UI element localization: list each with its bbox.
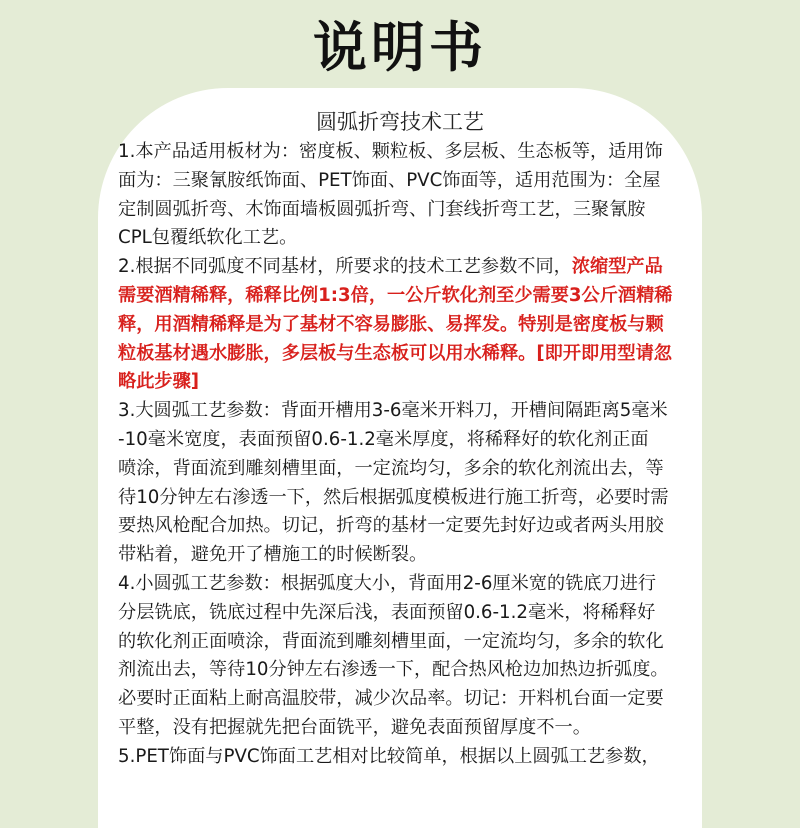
section2-highlight-line: 略此步骤] xyxy=(118,371,200,393)
section4-line: 4.小圆弧工艺参数：根据弧度大小，背面用2-6厘米宽的铣底刀进行 xyxy=(118,572,657,594)
section4-line: 分层铣底，铣底过程中先深后浅，表面预留0.6-1.2毫米，将稀释好 xyxy=(118,601,656,623)
section3-line: 带粘着，避免开了槽施工的时候断裂。 xyxy=(118,544,428,566)
subtitle: 圆弧折弯技术工艺 xyxy=(316,110,484,134)
instruction-body xyxy=(118,138,688,772)
section2-highlight-line: 释，用酒精稀释是为了基材不容易膨胀、易挥发。特别是密度板与颗 xyxy=(118,313,664,335)
section1-line: 1.本产品适用板材为：密度板、颗粒板、多层板、生态板等，适用饰 xyxy=(118,141,663,162)
section3-line: -10毫米宽度，表面预留0.6-1.2毫米厚度，将稀释好的软化剂正面 xyxy=(118,428,649,450)
section3-line: 待10分钟左右渗透一下，然后根据弧度模板进行施工折弯，必要时需 xyxy=(118,486,669,508)
section4-line: 的软化剂正面喷涂，背面流到雕刻槽里面，一定流均匀，多余的软化 xyxy=(118,630,664,652)
section2-highlight-text: 浓缩型产品 xyxy=(571,256,663,278)
section2-line xyxy=(118,253,688,282)
section3-line: 3.大圆弧工艺参数：背面开槽用3-6毫米开料刀，开槽间隔距离5毫米 xyxy=(118,400,668,422)
section1-line: 面为：三聚氰胺纸饰面、PET饰面、PVC饰面等，适用范围为：全屋 xyxy=(118,169,661,191)
section5-line: 5.PET饰面与PVC饰面工艺相对比较简单，根据以上圆弧工艺参数， xyxy=(118,745,660,767)
section4-line: 必要时正面粘上耐高温胶带，减少次品率。切记：开料机台面一定要 xyxy=(118,688,664,710)
section2-normal-text: 2.根据不同弧度不同基材，所要求的技术工艺参数不同， xyxy=(118,256,572,278)
section3-line: 要热风枪配合加热。切记，折弯的基材一定要先封好边或者两头用胶 xyxy=(118,515,664,537)
section2-highlight-line: 需要酒精稀释，稀释比例1:3倍，一公斤软化剂至少需要3公斤酒精稀 xyxy=(118,284,673,306)
section3-line: 喷涂，背面流到雕刻槽里面，一定流均匀，多余的软化剂流出去，等 xyxy=(118,457,664,479)
section2-highlight-line: 粒板基材遇水膨胀，多层板与生态板可以用水稀释。[即开即用型请忽 xyxy=(118,342,672,364)
section4-line: 剂流出去，等待10分钟左右渗透一下，配合热风枪边加热边折弧度。 xyxy=(118,659,669,681)
page-title: 说明书 xyxy=(313,16,487,79)
section1-line: CPL包覆纸软化工艺。 xyxy=(118,227,298,249)
instruction-card xyxy=(98,88,702,828)
section1-line: 定制圆弧折弯、木饰面墙板圆弧折弯、门套线折弯工艺，三聚氰胺 xyxy=(118,198,646,220)
section4-line: 平整，没有把握就先把台面铣平，避免表面预留厚度不一。 xyxy=(118,716,591,738)
